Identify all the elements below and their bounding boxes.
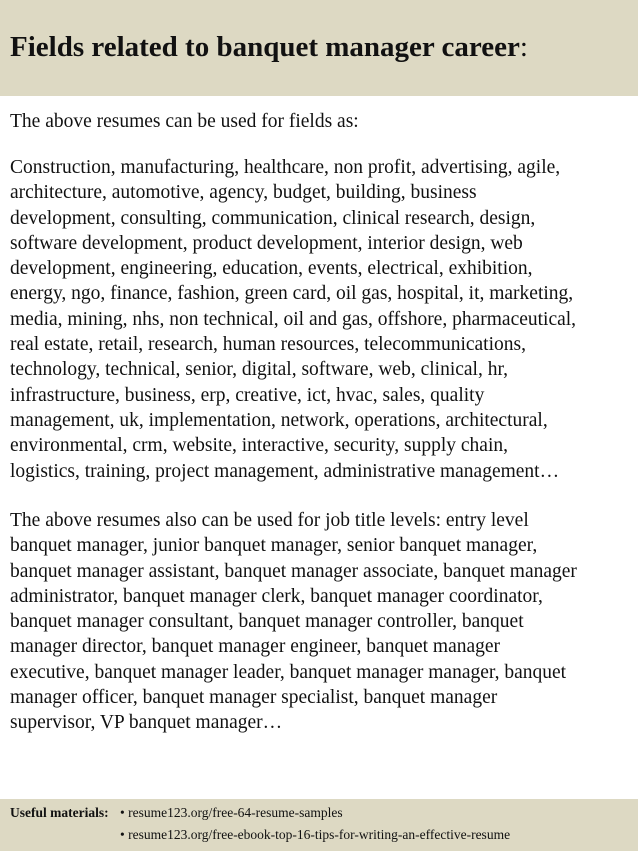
page-title-text: Fields related to banquet manager career [10,31,520,63]
fields-line: development, consulting, communication, clinical research, design, [10,207,536,229]
job-levels-line: administrator, banquet manager clerk, banquet manager coordinator, [10,585,543,607]
page-title [10,29,528,65]
fields-line: Construction, manufacturing, healthcare, non profit, advertising, agile, [10,157,561,178]
useful-materials-label-colon: : [104,805,109,820]
useful-materials-label [10,805,109,821]
job-levels-line: banquet manager consultant, banquet manager controller, banquet [10,611,524,633]
fields-line: environmental, crm, website, interactive, security, supply chain, [10,435,508,457]
fields-line: real estate, retail, research, human resources, telecommunications, [10,334,526,356]
fields-line: logistics, training, project management, administrative management… [10,460,560,482]
title-banner [0,0,638,96]
job-levels-line: supervisor, VP banquet manager… [10,712,283,734]
fields-line: media, mining, nhs, non technical, oil and gas, offshore, pharmaceutical, [10,308,577,330]
fields-line: development, engineering, education, events, electrical, exhibition, [10,258,533,280]
intro-text: The above resumes can be used for fields as: [10,111,359,132]
fields-line: energy, ngo, finance, fashion, green card, oil gas, hospital, it, marketing, [10,283,574,305]
resume-samples-link[interactable]: • resume123.org/free-64-resume-samples [120,805,343,820]
job-levels-line: The above resumes also can be used for job title levels: entry level [10,510,529,531]
job-levels-line: manager officer, banquet manager specialist, banquet manager [10,687,498,709]
job-levels-paragraph [10,508,634,736]
fields-line: technology, technical, senior, digital, software, web, clinical, hr, [10,359,509,381]
job-levels-line: banquet manager assistant, banquet manager associate, banquet manager [10,560,577,582]
useful-materials-label-text: Useful materials [10,805,105,820]
page-title-colon: : [519,31,528,63]
fields-line: software development, product development, interior design, web [10,232,523,254]
job-levels-line: banquet manager, junior banquet manager, senior banquet manager, [10,535,538,557]
fields-paragraph [10,155,634,484]
fields-line: management, uk, implementation, network, operations, architectural, [10,409,548,431]
fields-line: infrastructure, business, erp, creative, ict, hvac, sales, quality [10,384,485,406]
ebook-tips-link[interactable]: • resume123.org/free-ebook-top-16-tips-for-writing-an-effective-resume [120,827,511,842]
fields-line: architecture, automotive, agency, budget, building, business [10,182,477,204]
footer-bar [0,799,638,851]
job-levels-line: executive, banquet manager leader, banquet manager manager, banquet [10,661,567,683]
job-levels-line: manager director, banquet manager engineer, banquet manager [10,636,501,658]
